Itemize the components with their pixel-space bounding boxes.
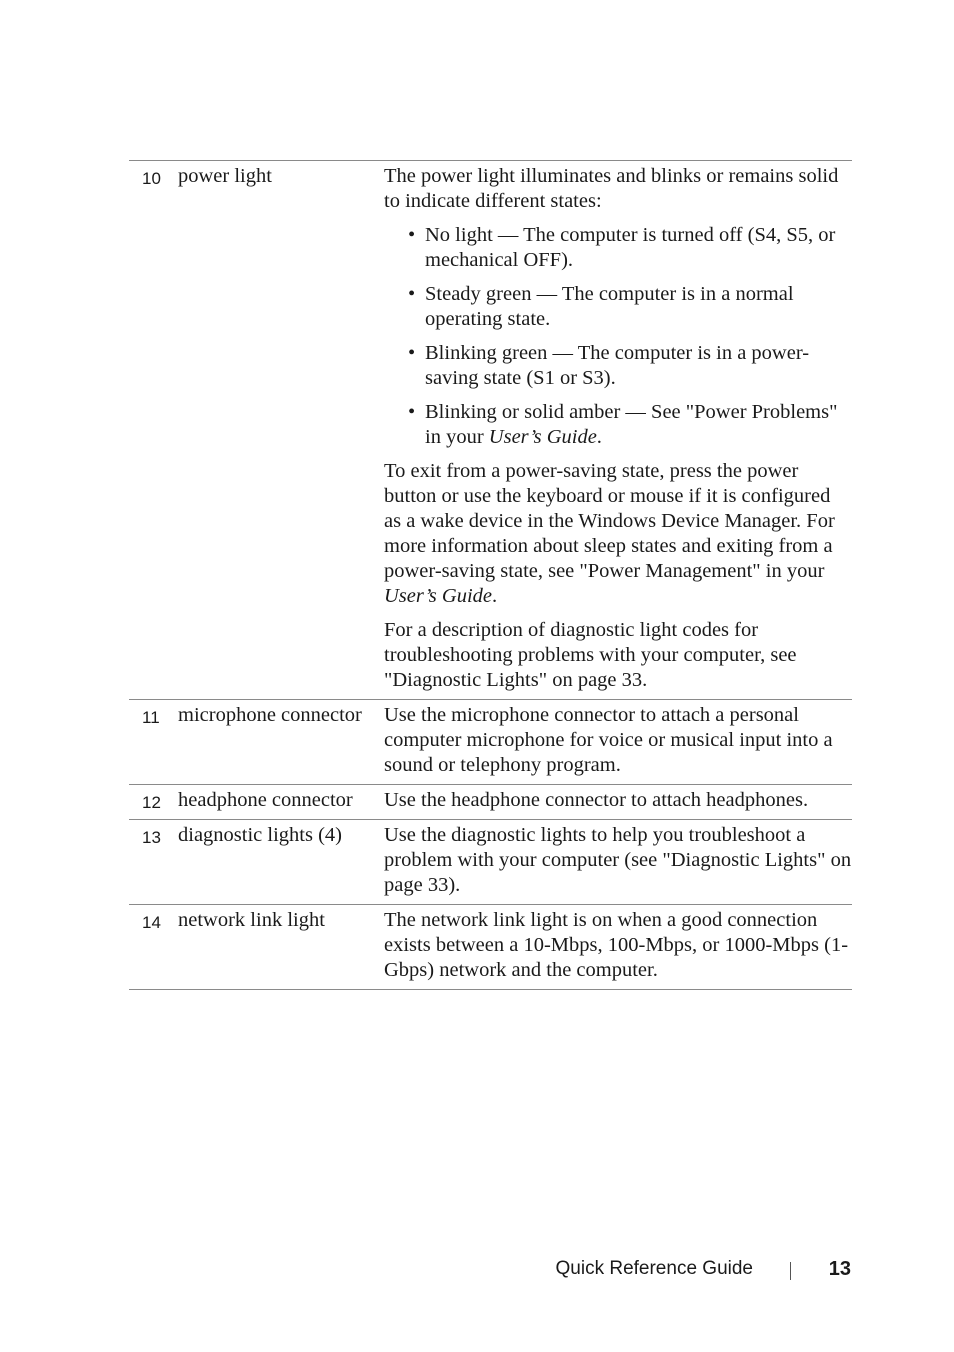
- row-description: The network link light is on when a good connection exists between a 10-Mbps, 100-Mbps, or 1000-Mbps (1-Gbps) network and the computer.: [384, 909, 849, 981]
- users-guide-reference: User’s Guide: [488, 426, 597, 448]
- row-description: Use the diagnostic lights to help you troubleshoot a problem with your computer (see "Diagnostic Lights" on page 33).: [384, 824, 852, 896]
- list-item: • Blinking or solid amber — See "Power Problems" in your User’s Guide.: [408, 401, 838, 448]
- description-diagnostic: For a description of diagnostic light codes for troubleshooting problems with your computer, see "Diagnostic Lights" on page 33.: [384, 619, 797, 691]
- page-footer: [0, 1256, 954, 1284]
- table-row-microphone-connector: [129, 700, 852, 785]
- row-number: 14: [142, 913, 161, 932]
- row-item-name: power light: [178, 165, 272, 187]
- table-row-headphone-connector: [129, 785, 852, 820]
- row-number: 12: [142, 793, 161, 812]
- description-intro: The power light illuminates and blinks or remains solid to indicate different states:: [384, 165, 839, 212]
- description-power-saving: To exit from a power-saving state, press the power button or use the keyboard or mouse if it is configured as a wake device in the Windows Device Manager. For more information about sleep states and exiting from a power-saving state, see "Power Management" in your User’s Guide.: [384, 460, 835, 607]
- table-row-network-link-light: [129, 905, 852, 990]
- component-table: [129, 160, 852, 990]
- row-description: [384, 164, 852, 693]
- table-row-diagnostic-lights: [129, 820, 852, 905]
- row-item-name: network link light: [178, 909, 325, 931]
- bullet-icon: •: [408, 401, 416, 423]
- row-number: 13: [142, 828, 161, 847]
- footer-title: Quick Reference Guide: [555, 1258, 753, 1279]
- list-item: • Blinking green — The computer is in a power-saving state (S1 or S3).: [408, 342, 810, 389]
- state-list: [384, 223, 852, 450]
- row-description: Use the microphone connector to attach a personal computer microphone for voice or musical input into a sound or telephony program.: [384, 704, 833, 776]
- list-item: • Steady green — The computer is in a normal operating state.: [408, 283, 794, 330]
- page-number: 13: [828, 1258, 851, 1280]
- bullet-icon: •: [408, 342, 416, 364]
- row-number: 10: [142, 169, 161, 188]
- bullet-icon: •: [408, 283, 416, 305]
- list-item: • No light — The computer is turned off (S4, S5, or mechanical OFF).: [408, 224, 836, 271]
- footer-divider: [790, 1262, 791, 1280]
- users-guide-reference: User’s Guide: [384, 585, 493, 607]
- row-item-name: headphone connector: [178, 789, 353, 811]
- bullet-icon: •: [408, 224, 416, 246]
- table-row-power-light: [129, 161, 852, 700]
- row-description: Use the headphone connector to attach headphones.: [384, 789, 809, 811]
- row-item-name: microphone connector: [178, 704, 362, 726]
- row-item-name: diagnostic lights (4): [178, 824, 342, 846]
- row-number: 11: [142, 708, 160, 727]
